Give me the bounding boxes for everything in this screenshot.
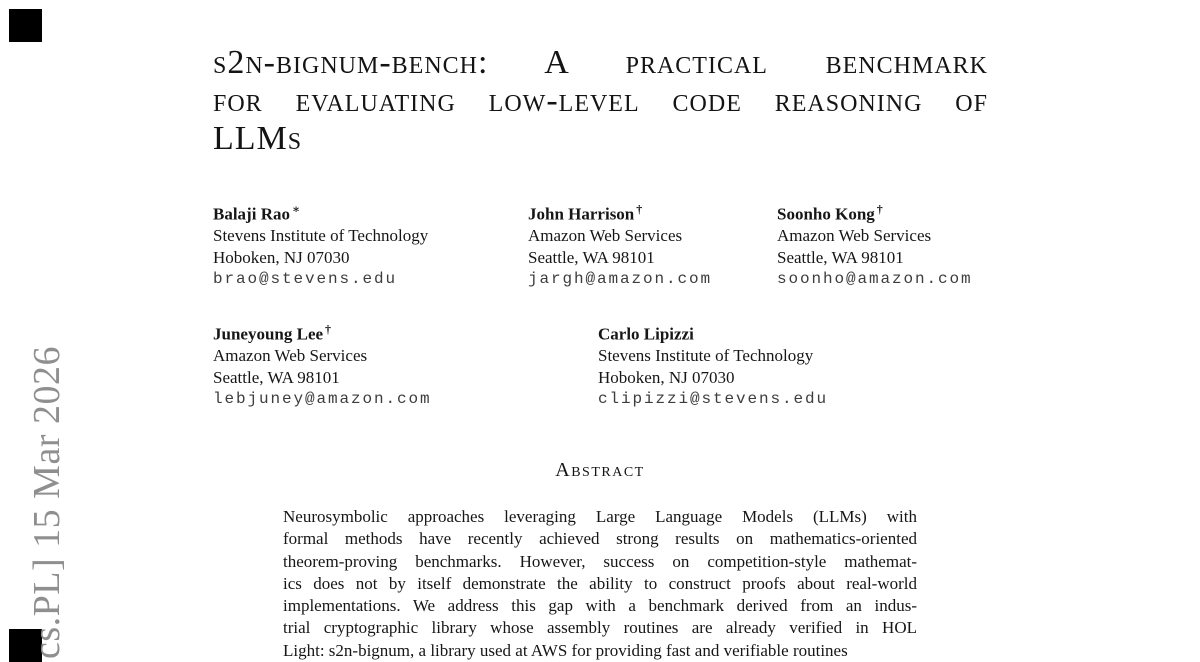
author-mark: † (636, 202, 643, 216)
author-mark (694, 322, 696, 336)
corner-mark-top-left (9, 9, 42, 42)
author-name-text: Soonho Kong (777, 204, 875, 224)
author-affiliation: Amazon Web Services (213, 346, 368, 366)
author-email: lebjuney@amazon.com (213, 390, 432, 409)
abstract-line: Light: s2n-bignum, a library used at AWS for providing fast and verifiable routines (283, 640, 848, 660)
abstract-line: trial cryptographic library whose assembly routines are already verified in HOL (283, 618, 917, 638)
author-address: Hoboken, NJ 07030 (213, 247, 350, 267)
author-address: Seattle, WA 98101 (528, 247, 655, 267)
author-block-balaji-rao (213, 199, 428, 291)
author-address: Seattle, WA 98101 (213, 367, 340, 387)
author-block-juneyoung-lee (213, 319, 432, 411)
author-mark: † (876, 202, 883, 216)
author-name (777, 199, 973, 225)
abstract-line: formal methods have recently achieved strong results on mathematics-oriented (283, 529, 917, 549)
author-name-text: John Harrison (528, 204, 635, 224)
author-name-text: Juneyoung Lee (213, 324, 324, 344)
author-name (528, 199, 712, 225)
author-affiliation: Stevens Institute of Technology (213, 226, 429, 246)
author-mark: † (325, 322, 332, 336)
paper-title-line-2: for evaluating low-level code reasoning of (213, 82, 988, 119)
paper-title (213, 44, 988, 158)
author-email: clipizzi@stevens.edu (598, 390, 829, 409)
author-affiliation: Amazon Web Services (777, 226, 932, 246)
author-block-soonho-kong (777, 199, 973, 291)
abstract-heading: Abstract (555, 459, 645, 481)
author-block-john-harrison (528, 199, 712, 291)
author-address: Hoboken, NJ 07030 (598, 367, 735, 387)
arxiv-stamp: cs.PL] 15 Mar 2026 (26, 346, 68, 659)
author-email: brao@stevens.edu (213, 270, 398, 289)
author-name-text: Balaji Rao (213, 204, 290, 224)
paper-title-line-3: LLMs (213, 120, 303, 157)
abstract-line: ics does not by itself demonstrate the ability to construct proofs about real-world (283, 573, 917, 593)
author-address: Seattle, WA 98101 (777, 247, 904, 267)
author-mark: ∗ (291, 202, 301, 216)
paper-title-line-1: s2n-bignum-bench: A practical benchmark (213, 44, 988, 81)
author-name (213, 199, 428, 225)
abstract-line: implementations. We address this gap with a benchmark derived from an indus- (283, 596, 917, 616)
author-affiliation: Stevens Institute of Technology (598, 346, 814, 366)
abstract-line: theorem-proving benchmarks. However, success on competition-style mathemat- (283, 551, 917, 571)
author-name (598, 319, 828, 345)
abstract-text (283, 506, 917, 662)
author-affiliation: Amazon Web Services (528, 226, 683, 246)
author-name-text: Carlo Lipizzi (598, 324, 694, 344)
author-block-carlo-lipizzi (598, 319, 828, 411)
abstract-line: Neurosymbolic approaches leveraging Large Language Models (LLMs) with (283, 507, 917, 526)
author-email: jargh@amazon.com (528, 270, 713, 289)
author-email: soonho@amazon.com (777, 270, 973, 289)
author-name (213, 319, 432, 345)
